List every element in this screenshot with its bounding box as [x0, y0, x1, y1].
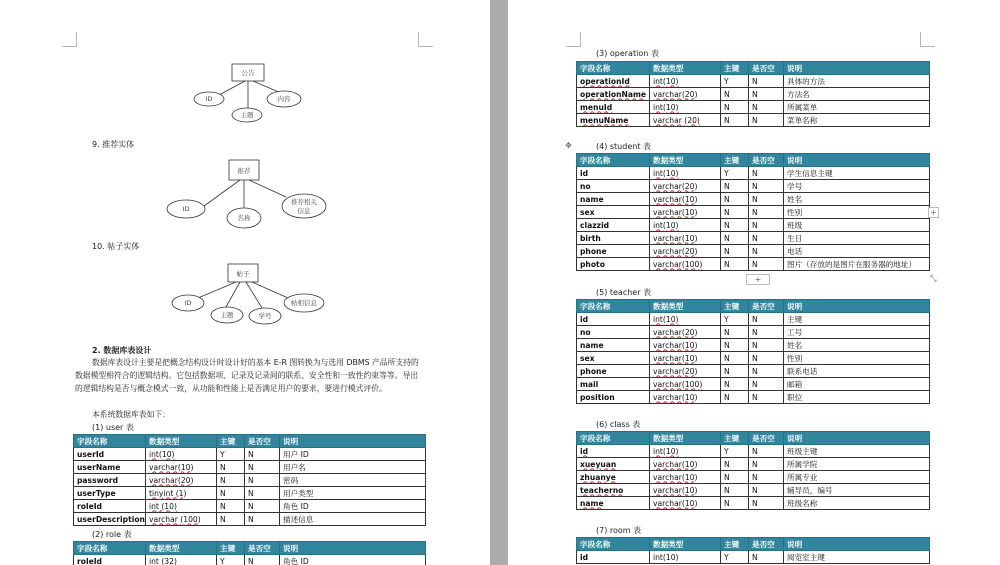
add-row-button[interactable]: +: [746, 274, 770, 285]
body-paragraph: 数据库表设计主要是把概念结构设计时设计好的基本 E-R 图转换为与选用 DBMS 产品所支持的数据模型相符合的逻辑结构。它包括数据项、记录及记录间的联系、安全性和一致性约束等等。导出的逻辑结构是否与概念模式一致，从功能和性能上是否满足用户的要求，要进行模式评价。: [75, 358, 419, 393]
column-header: 数据类型: [650, 538, 721, 551]
table-cell[interactable]: 生日: [784, 232, 930, 245]
table-cell[interactable]: menuId: [577, 101, 650, 114]
table-cell[interactable]: xueyuan: [577, 458, 650, 471]
column-header: 是否空: [749, 432, 784, 445]
table-cell[interactable]: userType: [74, 487, 146, 500]
column-header: 是否空: [749, 300, 784, 313]
column-header: 数据类型: [146, 435, 217, 448]
table-cell[interactable]: varchar(10): [650, 458, 721, 471]
table-move-handle[interactable]: ✥: [565, 141, 572, 150]
column-header: 是否空: [245, 435, 280, 448]
table-cell[interactable]: name: [577, 193, 650, 206]
table-row: [577, 445, 930, 458]
table-cell[interactable]: 邮箱: [784, 378, 930, 391]
table-row: [577, 258, 930, 271]
entity-label: 公告: [241, 69, 255, 77]
table-row: [74, 448, 426, 461]
table-cell[interactable]: no: [577, 180, 650, 193]
table-row: [74, 474, 426, 487]
table-cell[interactable]: N: [749, 114, 784, 127]
table-row: [577, 352, 930, 365]
er-diagram-notice: [185, 58, 310, 128]
table-cell[interactable]: varchar(20): [650, 180, 721, 193]
table-cell[interactable]: no: [577, 326, 650, 339]
table-cell[interactable]: 电话: [784, 245, 930, 258]
table-cell[interactable]: 学号: [784, 180, 930, 193]
body-paragraph: 本系统数据库表如下：: [92, 410, 170, 419]
table-header-row: [577, 62, 930, 75]
table-row: [577, 101, 930, 114]
column-header: 字段名称: [577, 300, 650, 313]
column-header: 数据类型: [650, 432, 721, 445]
table-row: [577, 313, 930, 326]
table-row: [577, 219, 930, 232]
table-cell[interactable]: N: [749, 339, 784, 352]
table-caption-user: (1) user 表: [92, 423, 134, 432]
table-row: [577, 458, 930, 471]
table-cell[interactable]: N: [749, 484, 784, 497]
table-cell[interactable]: photo: [577, 258, 650, 271]
table-cell[interactable]: N: [721, 232, 749, 245]
table-cell[interactable]: position: [577, 391, 650, 404]
heading-post-entity: 10. 帖子实体: [92, 242, 140, 251]
table-cell[interactable]: N: [749, 101, 784, 114]
table-cell[interactable]: Y: [217, 555, 245, 565]
table-cell[interactable]: Y: [721, 167, 749, 180]
table-row: [74, 487, 426, 500]
table-cell[interactable]: varchar(100): [650, 378, 721, 391]
table-cell[interactable]: id: [577, 313, 650, 326]
section-title: 2. 数据库表设计: [92, 346, 152, 355]
table-cell[interactable]: N: [217, 487, 245, 500]
table-cell[interactable]: N: [721, 245, 749, 258]
table-row: [577, 245, 930, 258]
table-cell[interactable]: varchar(20): [650, 365, 721, 378]
er-diagram-recommend: [160, 155, 330, 235]
table-row: [577, 471, 930, 484]
table-cell[interactable]: 性别: [784, 352, 930, 365]
attr-label: ID: [205, 95, 213, 103]
crop-mark: [566, 32, 581, 47]
attr-label: 名称: [237, 214, 251, 222]
table-cell[interactable]: N: [749, 167, 784, 180]
table-row: [577, 232, 930, 245]
column-header: 字段名称: [577, 62, 650, 75]
attr-label: 主题: [240, 111, 254, 119]
table-cell[interactable]: 性别: [784, 206, 930, 219]
table-cell[interactable]: 主键: [784, 313, 930, 326]
table-cell[interactable]: 所属菜单: [784, 101, 930, 114]
table-cell[interactable]: varchar(10): [650, 391, 721, 404]
table-cell[interactable]: N: [749, 471, 784, 484]
table-cell[interactable]: N: [721, 378, 749, 391]
table-row: [577, 339, 930, 352]
table-row: [577, 114, 930, 127]
db-table-room: [576, 537, 930, 564]
table-cell[interactable]: Y: [721, 445, 749, 458]
table-cell[interactable]: N: [721, 88, 749, 101]
er-diagram-post: [168, 258, 328, 328]
table-cell[interactable]: Y: [721, 313, 749, 326]
table-caption-room: (7) room 表: [596, 526, 642, 535]
table-cell[interactable]: int (10): [146, 500, 217, 513]
table-cell[interactable]: N: [749, 232, 784, 245]
table-row: [577, 326, 930, 339]
attr-label: 帖相信息: [291, 299, 317, 307]
column-header: 字段名称: [577, 538, 650, 551]
table-cell[interactable]: Y: [217, 448, 245, 461]
table-cell[interactable]: N: [217, 474, 245, 487]
attr-label: 推荐相关: [291, 198, 317, 206]
table-row: [577, 497, 930, 510]
table-row: [577, 551, 930, 564]
table-cell[interactable]: 工号: [784, 326, 930, 339]
table-cell[interactable]: N: [245, 461, 280, 474]
column-header: 主键: [217, 542, 245, 555]
table-row: [577, 365, 930, 378]
table-cell[interactable]: varchar(10): [650, 352, 721, 365]
table-cell[interactable]: varchar(10): [650, 471, 721, 484]
table-header-row: [74, 542, 426, 555]
table-cell[interactable]: clazzid: [577, 219, 650, 232]
table-cell[interactable]: roleId: [74, 555, 146, 565]
db-table-role: [73, 541, 426, 565]
table-cell[interactable]: 用户 ID: [280, 448, 426, 461]
table-cell[interactable]: varchar (20): [650, 114, 721, 127]
table-cell[interactable]: varchar(20): [650, 88, 721, 101]
column-header: 字段名称: [577, 154, 650, 167]
add-column-button[interactable]: +: [928, 207, 939, 218]
column-header: 说明: [784, 154, 930, 167]
table-cell[interactable]: varchar(10): [650, 206, 721, 219]
table-cell[interactable]: N: [721, 326, 749, 339]
table-cell[interactable]: N: [749, 445, 784, 458]
column-header: 字段名称: [74, 435, 146, 448]
table-cell[interactable]: N: [749, 378, 784, 391]
db-table-teacher: [576, 299, 930, 404]
table-cell[interactable]: int(10): [650, 551, 721, 564]
column-header: 说明: [784, 300, 930, 313]
table-cell[interactable]: 学生信息主键: [784, 167, 930, 180]
table-cell[interactable]: N: [217, 500, 245, 513]
table-cell[interactable]: mail: [577, 378, 650, 391]
document-page-left: [0, 0, 490, 565]
table-cell[interactable]: int(10): [650, 167, 721, 180]
column-header: 是否空: [749, 538, 784, 551]
db-table-student: [576, 153, 930, 271]
table-cell[interactable]: 菜单名称: [784, 114, 930, 127]
table-cell[interactable]: N: [245, 513, 280, 526]
table-row: [577, 75, 930, 88]
column-header: 数据类型: [650, 62, 721, 75]
table-cell[interactable]: N: [721, 365, 749, 378]
table-cell[interactable]: int(10): [650, 445, 721, 458]
table-caption-student: (4) student 表: [596, 142, 651, 151]
table-cell[interactable]: N: [749, 458, 784, 471]
table-cell[interactable]: varchar (100): [146, 513, 217, 526]
db-table-class: [576, 431, 930, 510]
table-cell[interactable]: userId: [74, 448, 146, 461]
table-cell[interactable]: varchar(20): [650, 326, 721, 339]
table-cell[interactable]: N: [721, 219, 749, 232]
table-cell[interactable]: 职位: [784, 391, 930, 404]
table-cell[interactable]: N: [749, 391, 784, 404]
table-cell[interactable]: 图片（存放的是图片在服务器的地址）: [784, 258, 930, 271]
table-cell[interactable]: 辅导员，编号: [784, 484, 930, 497]
table-header-row: [577, 432, 930, 445]
table-cell[interactable]: name: [577, 497, 650, 510]
table-cell[interactable]: phone: [577, 245, 650, 258]
attr-label: 主题: [220, 311, 234, 319]
table-cell[interactable]: N: [749, 352, 784, 365]
table-cell[interactable]: varchar(10): [650, 232, 721, 245]
table-cell[interactable]: int(10): [650, 219, 721, 232]
table-cell[interactable]: varchar(20): [650, 245, 721, 258]
column-header: 主键: [217, 435, 245, 448]
table-cell[interactable]: id: [577, 167, 650, 180]
table-row: [577, 167, 930, 180]
table-caption-teacher: (5) teacher 表: [596, 288, 652, 297]
table-cell[interactable]: N: [749, 88, 784, 101]
table-cell[interactable]: N: [721, 471, 749, 484]
table-cell[interactable]: varchar(10): [650, 339, 721, 352]
table-cell[interactable]: varchar(10): [650, 497, 721, 510]
column-header: 数据类型: [650, 300, 721, 313]
document-page-right: [508, 0, 1000, 565]
table-cell[interactable]: 班级名称: [784, 497, 930, 510]
table-cell[interactable]: 描述信息: [280, 513, 426, 526]
table-cell[interactable]: varchar(20): [146, 474, 217, 487]
attr-label: 信息: [297, 207, 311, 215]
table-row: [74, 500, 426, 513]
table-cell[interactable]: 角色 ID: [280, 555, 426, 565]
db-table-operation: [576, 61, 930, 127]
db-table-user: [73, 434, 426, 526]
entity-label: 帖子: [236, 270, 250, 278]
attr-label: 学号: [258, 312, 272, 320]
table-cell[interactable]: 角色 ID: [280, 500, 426, 513]
table-cell[interactable]: 姓名: [784, 193, 930, 206]
table-cell[interactable]: N: [721, 484, 749, 497]
table-cell[interactable]: N: [749, 193, 784, 206]
crop-mark: [418, 32, 433, 47]
table-cell[interactable]: N: [721, 339, 749, 352]
table-cell[interactable]: tinyint (1): [146, 487, 217, 500]
table-cell[interactable]: N: [721, 352, 749, 365]
table-cell[interactable]: zhuanye: [577, 471, 650, 484]
table-cell[interactable]: N: [749, 245, 784, 258]
column-header: 说明: [280, 542, 426, 555]
column-header: 主键: [721, 154, 749, 167]
table-cell[interactable]: N: [749, 365, 784, 378]
entity-label: 推荐: [237, 167, 251, 175]
table-cell[interactable]: N: [721, 497, 749, 510]
table-cell[interactable]: N: [749, 313, 784, 326]
table-cell[interactable]: 密码: [280, 474, 426, 487]
table-cell[interactable]: userDescription: [74, 513, 146, 526]
table-cell[interactable]: 阅览室主键: [784, 551, 930, 564]
table-resize-handle[interactable]: ⤡: [930, 274, 937, 283]
column-header: 说明: [784, 62, 930, 75]
table-cell[interactable]: N: [749, 551, 784, 564]
table-cell[interactable]: N: [749, 326, 784, 339]
table-cell[interactable]: N: [749, 219, 784, 232]
table-cell[interactable]: N: [245, 555, 280, 565]
attr-label: ID: [184, 299, 192, 307]
column-header: 数据类型: [146, 542, 217, 555]
table-header-row: [577, 154, 930, 167]
table-cell[interactable]: 方法名: [784, 88, 930, 101]
table-caption-operation: (3) operation 表: [596, 49, 659, 58]
table-cell[interactable]: int(10): [650, 101, 721, 114]
table-cell[interactable]: phone: [577, 365, 650, 378]
table-cell[interactable]: N: [749, 206, 784, 219]
column-header: 说明: [784, 538, 930, 551]
table-cell[interactable]: 联系电话: [784, 365, 930, 378]
table-cell[interactable]: N: [217, 513, 245, 526]
table-cell[interactable]: sex: [577, 206, 650, 219]
table-row: [74, 461, 426, 474]
column-header: 是否空: [245, 542, 280, 555]
table-cell[interactable]: N: [721, 180, 749, 193]
table-cell[interactable]: N: [245, 448, 280, 461]
table-cell[interactable]: 用户类型: [280, 487, 426, 500]
table-cell[interactable]: int(10): [146, 448, 217, 461]
table-row: [74, 555, 426, 565]
table-cell[interactable]: N: [721, 114, 749, 127]
table-cell[interactable]: int(10): [650, 75, 721, 88]
table-cell[interactable]: userName: [74, 461, 146, 474]
column-header: 字段名称: [74, 542, 146, 555]
column-header: 说明: [784, 432, 930, 445]
table-cell[interactable]: 用户名: [280, 461, 426, 474]
table-cell[interactable]: N: [245, 500, 280, 513]
table-row: [577, 180, 930, 193]
table-cell[interactable]: int (32): [146, 555, 217, 565]
table-row: [577, 206, 930, 219]
table-cell[interactable]: Y: [721, 551, 749, 564]
table-cell[interactable]: id: [577, 551, 650, 564]
table-cell[interactable]: int(10): [650, 313, 721, 326]
heading-recommend-entity: 9. 推荐实体: [92, 140, 135, 149]
table-cell[interactable]: password: [74, 474, 146, 487]
table-header-row: [74, 435, 426, 448]
table-cell[interactable]: 班级主键: [784, 445, 930, 458]
table-cell[interactable]: N: [721, 458, 749, 471]
attr-label: ID: [182, 205, 190, 213]
table-cell[interactable]: N: [749, 497, 784, 510]
column-header: 主键: [721, 538, 749, 551]
column-header: 说明: [280, 435, 426, 448]
table-cell[interactable]: varchar(100): [650, 258, 721, 271]
table-cell[interactable]: N: [245, 487, 280, 500]
table-caption-role: (2) role 表: [92, 530, 132, 539]
table-cell[interactable]: N: [721, 391, 749, 404]
table-cell[interactable]: id: [577, 445, 650, 458]
table-cell[interactable]: N: [721, 206, 749, 219]
column-header: 主键: [721, 432, 749, 445]
table-cell[interactable]: N: [749, 180, 784, 193]
table-row: [577, 378, 930, 391]
table-cell[interactable]: N: [721, 258, 749, 271]
crop-mark: [62, 32, 77, 47]
table-cell[interactable]: roleId: [74, 500, 146, 513]
table-cell[interactable]: 所属专业: [784, 471, 930, 484]
table-caption-class: (6) class 表: [596, 420, 641, 429]
column-header: 主键: [721, 300, 749, 313]
column-header: 是否空: [749, 62, 784, 75]
table-header-row: [577, 300, 930, 313]
table-cell[interactable]: 姓名: [784, 339, 930, 352]
crop-mark: [920, 32, 935, 47]
column-header: 是否空: [749, 154, 784, 167]
table-cell[interactable]: N: [749, 258, 784, 271]
column-header: 主键: [721, 62, 749, 75]
table-cell[interactable]: 所属学院: [784, 458, 930, 471]
table-cell[interactable]: 具体的方法: [784, 75, 930, 88]
table-cell[interactable]: birth: [577, 232, 650, 245]
table-row: [577, 88, 930, 101]
table-cell[interactable]: varchar(10): [650, 193, 721, 206]
table-cell[interactable]: name: [577, 339, 650, 352]
table-cell[interactable]: operationName: [577, 88, 650, 101]
table-cell[interactable]: 班级: [784, 219, 930, 232]
table-row: [74, 513, 426, 526]
table-cell[interactable]: varchar(10): [650, 484, 721, 497]
table-header-row: [577, 538, 930, 551]
table-row: [577, 391, 930, 404]
table-row: [577, 193, 930, 206]
column-header: 数据类型: [650, 154, 721, 167]
table-cell[interactable]: N: [749, 75, 784, 88]
table-cell[interactable]: Y: [721, 75, 749, 88]
table-cell[interactable]: N: [245, 474, 280, 487]
table-cell[interactable]: varchar(10): [146, 461, 217, 474]
table-row: [577, 484, 930, 497]
table-cell[interactable]: menuName: [577, 114, 650, 127]
attr-label: 内容: [277, 95, 291, 103]
table-cell[interactable]: sex: [577, 352, 650, 365]
table-cell[interactable]: N: [721, 101, 749, 114]
column-header: 字段名称: [577, 432, 650, 445]
table-cell[interactable]: teacherno: [577, 484, 650, 497]
table-cell[interactable]: N: [217, 461, 245, 474]
table-cell[interactable]: operationId: [577, 75, 650, 88]
table-cell[interactable]: N: [721, 193, 749, 206]
